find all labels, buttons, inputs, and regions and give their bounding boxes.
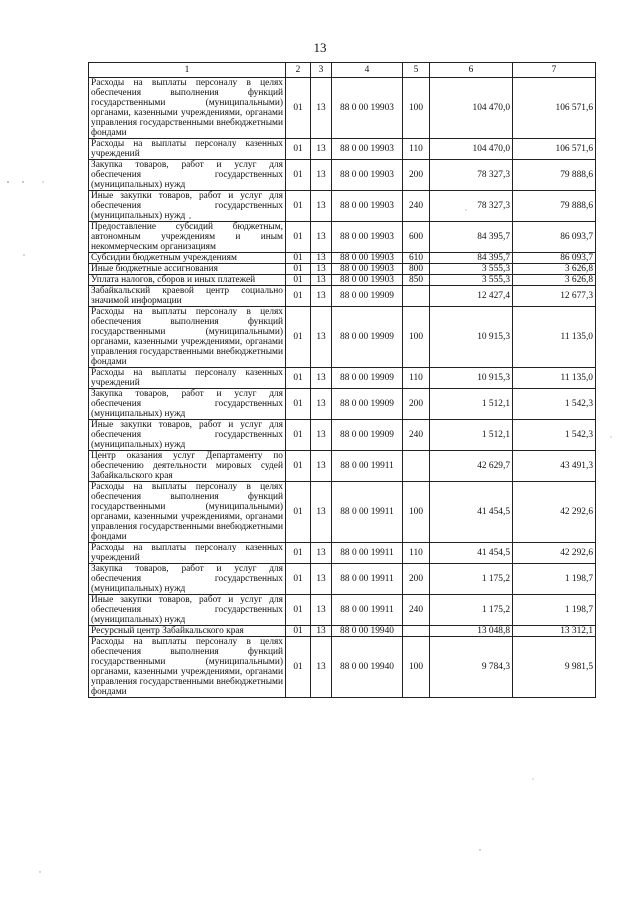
pr-cell: 13 bbox=[311, 160, 332, 191]
row-name-cell: Расходы на выплаты персоналу в целях обеспечения выполнения функций государственными (муниципальными) органами, казенными учреждениями, органами управления государственными внебюджетными фондами bbox=[89, 307, 286, 368]
year-2-amount-cell: 79 888,6 bbox=[513, 160, 596, 191]
table-row bbox=[89, 564, 596, 595]
csr-cell: 88 0 00 19903 bbox=[332, 264, 403, 275]
vr-cell: 100 bbox=[403, 307, 430, 368]
row-name-cell: Уплата налогов, сборов и иных платежей bbox=[89, 275, 286, 286]
pr-cell: 13 bbox=[311, 389, 332, 420]
pr-cell: 13 bbox=[311, 275, 332, 286]
header-cell: 7 bbox=[513, 63, 596, 78]
rz-cell: 01 bbox=[286, 420, 311, 451]
csr-cell: 88 0 00 19911 bbox=[332, 451, 403, 482]
table-row bbox=[89, 253, 596, 264]
rz-cell: 01 bbox=[286, 286, 311, 307]
table-row bbox=[89, 160, 596, 191]
row-name-cell: Закупка товаров, работ и услуг для обеспечения государственных (муниципальных) нужд bbox=[89, 160, 286, 191]
year-2-amount-cell: 1 198,7 bbox=[513, 564, 596, 595]
year-1-amount-cell: 13 048,8 bbox=[430, 626, 513, 637]
csr-cell: 88 0 00 19911 bbox=[332, 482, 403, 543]
rz-cell: 01 bbox=[286, 564, 311, 595]
row-name-cell: Расходы на выплаты персоналу казенных учреждений bbox=[89, 543, 286, 564]
pr-cell: 13 bbox=[311, 595, 332, 626]
rz-cell: 01 bbox=[286, 191, 311, 222]
year-1-amount-cell: 1 175,2 bbox=[430, 595, 513, 626]
vr-cell: 240 bbox=[403, 191, 430, 222]
rz-cell: 01 bbox=[286, 626, 311, 637]
vr-cell: 600 bbox=[403, 222, 430, 253]
vr-cell: 110 bbox=[403, 139, 430, 160]
vr-cell: 800 bbox=[403, 264, 430, 275]
pr-cell: 13 bbox=[311, 191, 332, 222]
vr-cell: 200 bbox=[403, 389, 430, 420]
year-2-amount-cell: 42 292,6 bbox=[513, 482, 596, 543]
pr-cell: 13 bbox=[311, 78, 332, 139]
vr-cell: 200 bbox=[403, 564, 430, 595]
csr-cell: 88 0 00 19903 bbox=[332, 275, 403, 286]
table-row bbox=[89, 191, 596, 222]
rz-cell: 01 bbox=[286, 139, 311, 160]
header-cell: 3 bbox=[311, 63, 332, 78]
year-1-amount-cell: 3 555,3 bbox=[430, 264, 513, 275]
table-row bbox=[89, 307, 596, 368]
rz-cell: 01 bbox=[286, 482, 311, 543]
year-1-amount-cell: 1 175,2 bbox=[430, 564, 513, 595]
vr-cell: 100 bbox=[403, 637, 430, 698]
year-2-amount-cell: 1 198,7 bbox=[513, 595, 596, 626]
pr-cell: 13 bbox=[311, 253, 332, 264]
csr-cell: 88 0 00 19903 bbox=[332, 160, 403, 191]
vr-cell: 850 bbox=[403, 275, 430, 286]
vr-cell bbox=[403, 451, 430, 482]
year-1-amount-cell: 84 395,7 bbox=[430, 222, 513, 253]
rz-cell: 01 bbox=[286, 264, 311, 275]
pr-cell: 13 bbox=[311, 139, 332, 160]
pr-cell: 13 bbox=[311, 368, 332, 389]
row-name-cell: Расходы на выплаты персоналу в целях обеспечения выполнения функций государственными (муниципальными) органами, казенными учреждениями, органами управления государственными внебюджетными фондами bbox=[89, 78, 286, 139]
year-2-amount-cell: 1 542,3 bbox=[513, 420, 596, 451]
year-2-amount-cell: 11 135,0 bbox=[513, 307, 596, 368]
header-cell: 5 bbox=[403, 63, 430, 78]
pr-cell: 13 bbox=[311, 482, 332, 543]
csr-cell: 88 0 00 19940 bbox=[332, 637, 403, 698]
rz-cell: 01 bbox=[286, 307, 311, 368]
rz-cell: 01 bbox=[286, 543, 311, 564]
pr-cell: 13 bbox=[311, 626, 332, 637]
year-1-amount-cell: 78 327,3 bbox=[430, 191, 513, 222]
table-body bbox=[89, 78, 596, 698]
header-cell: 4 bbox=[332, 63, 403, 78]
year-2-amount-cell: 9 981,5 bbox=[513, 637, 596, 698]
csr-cell: 88 0 00 19903 bbox=[332, 139, 403, 160]
year-2-amount-cell: 1 542,3 bbox=[513, 389, 596, 420]
rz-cell: 01 bbox=[286, 275, 311, 286]
year-1-amount-cell: 84 395,7 bbox=[430, 253, 513, 264]
table-row bbox=[89, 389, 596, 420]
vr-cell: 100 bbox=[403, 482, 430, 543]
vr-cell bbox=[403, 626, 430, 637]
year-1-amount-cell: 12 427,4 bbox=[430, 286, 513, 307]
vr-cell bbox=[403, 286, 430, 307]
year-1-amount-cell: 3 555,3 bbox=[430, 275, 513, 286]
pr-cell: 13 bbox=[311, 264, 332, 275]
year-2-amount-cell: 86 093,7 bbox=[513, 222, 596, 253]
row-name-cell: Расходы на выплаты персоналу в целях обеспечения выполнения функций государственными (муниципальными) органами, казенными учреждениями, органами управления государственными внебюджетными фондами bbox=[89, 482, 286, 543]
row-name-cell: Расходы на выплаты персоналу в целях обеспечения выполнения функций государственными (муниципальными) органами, казенными учреждениями, органами управления государственными внебюджетными фондами bbox=[89, 637, 286, 698]
row-name-cell: Иные закупки товаров, работ и услуг для обеспечения государственных (муниципальных) нужд bbox=[89, 420, 286, 451]
table-row bbox=[89, 420, 596, 451]
row-name-cell: Закупка товаров, работ и услуг для обеспечения государственных (муниципальных) нужд bbox=[89, 389, 286, 420]
year-2-amount-cell: 79 888,6 bbox=[513, 191, 596, 222]
year-1-amount-cell: 42 629,7 bbox=[430, 451, 513, 482]
row-name-cell: Иные бюджетные ассигнования bbox=[89, 264, 286, 275]
csr-cell: 88 0 00 19903 bbox=[332, 191, 403, 222]
row-name-cell: Субсидии бюджетным учреждениям bbox=[89, 253, 286, 264]
row-name-cell: Закупка товаров, работ и услуг для обеспечения государственных (муниципальных) нужд bbox=[89, 564, 286, 595]
header-cell: 2 bbox=[286, 63, 311, 78]
table-row bbox=[89, 222, 596, 253]
table-row bbox=[89, 275, 596, 286]
table-row bbox=[89, 543, 596, 564]
year-1-amount-cell: 10 915,3 bbox=[430, 307, 513, 368]
csr-cell: 88 0 00 19911 bbox=[332, 564, 403, 595]
year-2-amount-cell: 106 571,6 bbox=[513, 78, 596, 139]
year-1-amount-cell: 10 915,3 bbox=[430, 368, 513, 389]
year-1-amount-cell: 1 512,1 bbox=[430, 420, 513, 451]
year-1-amount-cell: 78 327,3 bbox=[430, 160, 513, 191]
vr-cell: 110 bbox=[403, 543, 430, 564]
row-name-cell: Забайкальский краевой центр социально значимой информации bbox=[89, 286, 286, 307]
header-cell: 1 bbox=[89, 63, 286, 78]
rz-cell: 01 bbox=[286, 368, 311, 389]
year-2-amount-cell: 12 677,3 bbox=[513, 286, 596, 307]
csr-cell: 88 0 00 19911 bbox=[332, 595, 403, 626]
table-row bbox=[89, 139, 596, 160]
year-1-amount-cell: 9 784,3 bbox=[430, 637, 513, 698]
table-row bbox=[89, 637, 596, 698]
year-1-amount-cell: 104 470,0 bbox=[430, 139, 513, 160]
csr-cell: 88 0 00 19909 bbox=[332, 307, 403, 368]
pr-cell: 13 bbox=[311, 307, 332, 368]
table-row bbox=[89, 264, 596, 275]
vr-cell: 240 bbox=[403, 420, 430, 451]
vr-cell: 610 bbox=[403, 253, 430, 264]
csr-cell: 88 0 00 19909 bbox=[332, 420, 403, 451]
year-2-amount-cell: 11 135,0 bbox=[513, 368, 596, 389]
pr-cell: 13 bbox=[311, 451, 332, 482]
table-row bbox=[89, 451, 596, 482]
csr-cell: 88 0 00 19940 bbox=[332, 626, 403, 637]
year-2-amount-cell: 13 312,1 bbox=[513, 626, 596, 637]
table-row bbox=[89, 595, 596, 626]
vr-cell: 100 bbox=[403, 78, 430, 139]
table-row bbox=[89, 78, 596, 139]
year-1-amount-cell: 1 512,1 bbox=[430, 389, 513, 420]
table-row bbox=[89, 482, 596, 543]
rz-cell: 01 bbox=[286, 389, 311, 420]
row-name-cell: Расходы на выплаты персоналу казенных учреждений bbox=[89, 368, 286, 389]
rz-cell: 01 bbox=[286, 78, 311, 139]
pr-cell: 13 bbox=[311, 543, 332, 564]
table-row bbox=[89, 368, 596, 389]
table-header-row bbox=[89, 63, 596, 78]
row-name-cell: Иные закупки товаров, работ и услуг для обеспечения государственных (муниципальных) нужд bbox=[89, 191, 286, 222]
pr-cell: 13 bbox=[311, 564, 332, 595]
rz-cell: 01 bbox=[286, 595, 311, 626]
rz-cell: 01 bbox=[286, 637, 311, 698]
table-row bbox=[89, 626, 596, 637]
pr-cell: 13 bbox=[311, 420, 332, 451]
rz-cell: 01 bbox=[286, 222, 311, 253]
page-number: 13 bbox=[313, 40, 327, 55]
year-1-amount-cell: 41 454,5 bbox=[430, 482, 513, 543]
row-name-cell: Ресурсный центр Забайкальского края bbox=[89, 626, 286, 637]
csr-cell: 88 0 00 19909 bbox=[332, 286, 403, 307]
csr-cell: 88 0 00 19909 bbox=[332, 368, 403, 389]
year-1-amount-cell: 104 470,0 bbox=[430, 78, 513, 139]
row-name-cell: Расходы на выплаты персоналу казенных учреждений bbox=[89, 139, 286, 160]
rz-cell: 01 bbox=[286, 253, 311, 264]
year-2-amount-cell: 106 571,6 bbox=[513, 139, 596, 160]
csr-cell: 88 0 00 19903 bbox=[332, 253, 403, 264]
pr-cell: 13 bbox=[311, 286, 332, 307]
csr-cell: 88 0 00 19911 bbox=[332, 543, 403, 564]
pr-cell: 13 bbox=[311, 637, 332, 698]
rz-cell: 01 bbox=[286, 451, 311, 482]
year-1-amount-cell: 41 454,5 bbox=[430, 543, 513, 564]
year-2-amount-cell: 3 626,8 bbox=[513, 264, 596, 275]
year-2-amount-cell: 42 292,6 bbox=[513, 543, 596, 564]
csr-cell: 88 0 00 19909 bbox=[332, 389, 403, 420]
table-row bbox=[89, 286, 596, 307]
year-2-amount-cell: 3 626,8 bbox=[513, 275, 596, 286]
vr-cell: 110 bbox=[403, 368, 430, 389]
vr-cell: 200 bbox=[403, 160, 430, 191]
csr-cell: 88 0 00 19903 bbox=[332, 222, 403, 253]
year-2-amount-cell: 86 093,7 bbox=[513, 253, 596, 264]
row-name-cell: Иные закупки товаров, работ и услуг для обеспечения государственных (муниципальных) нужд bbox=[89, 595, 286, 626]
rz-cell: 01 bbox=[286, 160, 311, 191]
csr-cell: 88 0 00 19903 bbox=[332, 78, 403, 139]
row-name-cell: Центр оказания услуг Департаменту по обеспечению деятельности мировых судей Забайкальского края bbox=[89, 451, 286, 482]
row-name-cell: Предоставление субсидий бюджетным, автономным учреждениям и иным некоммерческим организациям bbox=[89, 222, 286, 253]
vr-cell: 240 bbox=[403, 595, 430, 626]
year-2-amount-cell: 43 491,3 bbox=[513, 451, 596, 482]
pr-cell: 13 bbox=[311, 222, 332, 253]
header-cell: 6 bbox=[430, 63, 513, 78]
budget-table bbox=[88, 62, 596, 698]
